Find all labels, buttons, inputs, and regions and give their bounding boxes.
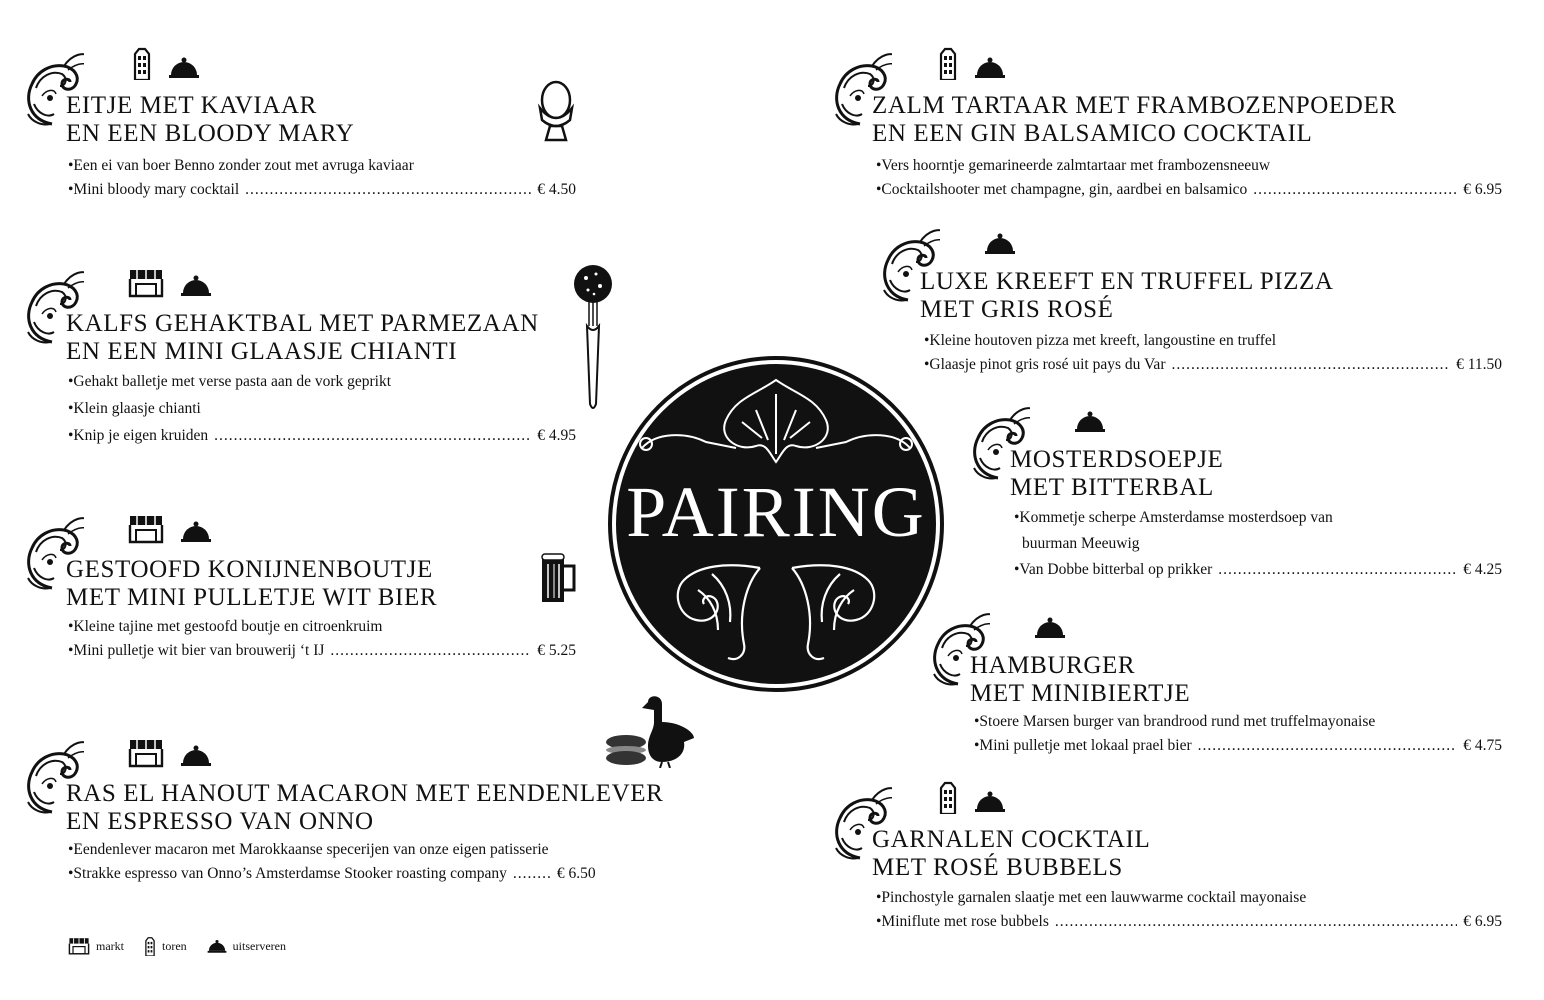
cloche-icon	[984, 232, 1016, 256]
legend-markt: markt	[96, 938, 124, 953]
cloche-icon	[1034, 616, 1066, 640]
item-price: € 4.95	[537, 427, 576, 444]
item-line: •Vers hoorntje gemarineerde zalmtartaar met frambozensneeuw	[876, 157, 1271, 174]
market-icon	[128, 738, 164, 768]
cloche-icon	[974, 790, 1006, 814]
cloche-icon	[207, 939, 227, 954]
legend-toren: toren	[162, 938, 187, 953]
item-title: MOSTERDSOEPJE MET BITTERBAL	[1010, 446, 1224, 501]
item-line: •Een ei van boer Benno zonder zout met avruga kaviaar	[68, 157, 414, 174]
tower-icon	[938, 46, 958, 80]
item-price: € 5.25	[537, 642, 576, 659]
pairing-badge	[606, 354, 946, 694]
legend-uitserveren: uitserveren	[232, 938, 286, 953]
tower-icon	[938, 780, 958, 814]
item-title: GESTOOFD KONIJNENBOUTJE MET MINI PULLETJE WIT BIER	[66, 556, 438, 611]
item-line: •Gehakt balletje met verse pasta aan de vork geprikt	[68, 373, 392, 390]
item-line: •Mini pulletje wit bier van brouwerij ‘t IJ	[68, 642, 325, 659]
item-line: •Miniflute met rose bubbels	[876, 913, 1049, 930]
item-title: GARNALEN COCKTAIL MET ROSÉ BUBBELS	[872, 826, 1151, 881]
item-line: •Mini bloody mary cocktail	[68, 181, 240, 198]
item-line: •Van Dobbe bitterbal op prikker	[1014, 561, 1213, 578]
item-line: •Knip je eigen kruiden	[68, 427, 209, 444]
item-line: •Glaasje pinot gris rosé uit pays du Var	[924, 356, 1166, 373]
legend	[68, 936, 300, 956]
cloche-icon	[180, 520, 212, 544]
item-line: •Klein glaasje chianti	[68, 400, 201, 417]
item-price: € 6.95	[1463, 913, 1502, 930]
item-line: •Kommetje scherpe Amsterdamse mosterdsoep van	[1014, 509, 1333, 526]
item-title: EITJE MET KAVIAAR EN EEN BLOODY MARY	[66, 92, 355, 147]
cloche-icon	[974, 56, 1006, 80]
cloche-icon	[180, 744, 212, 768]
item-title: ZALM TARTAAR MET FRAMBOZENPOEDER EN EEN GIN BALSAMICO COCKTAIL	[872, 92, 1397, 147]
macaron-goose-icon	[604, 692, 698, 768]
item-price: € 6.95	[1463, 181, 1502, 198]
egg-cup-icon	[534, 78, 578, 144]
item-line: •Pinchostyle garnalen slaatje met een lauwwarme cocktail mayonaise	[876, 889, 1307, 906]
item-title: LUXE KREEFT EN TRUFFEL PIZZA MET GRIS ROSÉ	[920, 268, 1334, 323]
cloche-icon	[168, 56, 200, 80]
item-price: € 11.50	[1456, 356, 1502, 373]
pairing-title: PAIRING	[626, 472, 926, 552]
item-line: •Eendenlever macaron met Marokkaanse specerijen van onze eigen patisserie	[68, 841, 549, 858]
item-title: KALFS GEHAKTBAL MET PARMEZAAN EN EEN MINI GLAASJE CHIANTI	[66, 310, 539, 365]
item-title: RAS EL HANOUT MACARON MET EENDENLEVER EN ESPRESSO VAN ONNO	[66, 780, 664, 835]
beer-mug-icon	[538, 552, 578, 604]
item-price: € 4.50	[537, 181, 576, 198]
market-icon	[68, 937, 90, 955]
market-icon	[128, 268, 164, 298]
item-line: •Strakke espresso van Onno’s Amsterdamse Stooker roasting company	[68, 865, 507, 882]
item-price: € 4.25	[1463, 561, 1502, 578]
cloche-icon	[1074, 410, 1106, 434]
item-line: •Kleine houtoven pizza met kreeft, langoustine en truffel	[924, 332, 1277, 349]
item-price: € 4.75	[1463, 737, 1502, 754]
tower-icon	[144, 936, 156, 956]
item-price: € 6.50	[556, 865, 596, 882]
cloche-icon	[180, 274, 212, 298]
item-line: •Kleine tajine met gestoofd boutje en citroenkruim	[68, 618, 383, 635]
item-line: buurman Meeuwig	[1022, 535, 1140, 552]
tower-icon	[132, 46, 152, 80]
item-line: •Mini pulletje met lokaal prael bier	[974, 737, 1192, 754]
item-line: •Stoere Marsen burger van brandrood rund met truffelmayonaise	[974, 713, 1376, 730]
item-title: HAMBURGER MET MINIBIERTJE	[970, 652, 1191, 707]
market-icon	[128, 514, 164, 544]
item-line: •Cocktailshooter met champagne, gin, aardbei en balsamico	[876, 181, 1248, 198]
